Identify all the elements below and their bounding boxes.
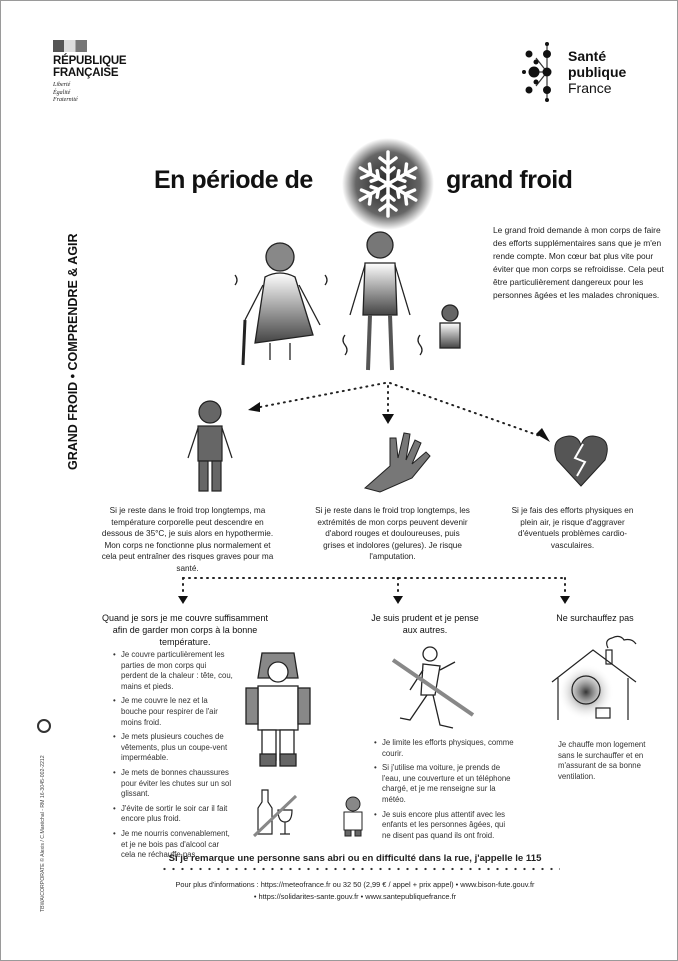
list-item: • J'évite de sortir le soir car il fait encore plus froid.	[113, 804, 233, 825]
dotted-branch-line	[175, 572, 575, 607]
action-text-overheat: Je chauffe mon logement sans le surchauffer et en m'assurant de sa bonne ventilation.	[558, 740, 646, 781]
list-item: • Je suis encore plus attentif avec les enfants et les personnes âgées, qui ne disent pas quand ils ont froid.	[374, 810, 514, 842]
print-credit: TBWA\CORPORATE © Alexis / C.Maréchal - RM 16-3045-002-2212	[40, 755, 46, 912]
action-heading-cover: Quand je sors je me couvre suffisamment afin de garder mon corps à la bonne température.	[102, 613, 268, 647]
ventilated-house-illustration	[548, 632, 643, 727]
list-item: • Je mets plusieurs couches de vêtements, plus un coupe-vent imperméable.	[113, 732, 233, 764]
people-shivering-illustration	[225, 225, 480, 385]
marianne-flag-icon	[53, 40, 87, 52]
child-bundled-icon	[338, 795, 368, 837]
broken-heart-icon	[553, 430, 609, 490]
title-before: En période de	[154, 166, 313, 194]
side-label: GRAND FROID • COMPRENDRE & AGIR	[66, 233, 80, 470]
emergency-115-notice: Si je remarque une personne sans abri ou en difficulté dans la rue, j'appelle le 115	[168, 853, 542, 864]
list-item: • Je mets de bonnes chaussures pour éviter les chutes sur un sol glissant.	[113, 768, 233, 800]
republique-francaise-logo: RÉPUBLIQUE FRANÇAISE Liberté Égalité Fraternité	[53, 40, 126, 105]
runner-prohibited-illustration	[385, 640, 480, 735]
list-item: • Je me nourris convenablement, et je ne bois pas d'alcool car cela ne réchauffe pas.	[113, 829, 233, 861]
snowflake-icon	[342, 138, 434, 230]
info-links-line-2[interactable]: • https://solidarites-sante.gouv.fr • www.santepubliquefrance.fr	[253, 892, 457, 901]
dressed-person-illustration	[232, 648, 327, 773]
network-dots-icon	[520, 38, 565, 108]
list-item: • Je couvre particulièrement les parties de mon corps qui perdent de la chaleur : tête, cou, mains et pieds.	[113, 650, 233, 692]
list-item: • Je me couvre le nez et la bouche pour respirer de l'air moins froid.	[113, 696, 233, 728]
dotted-divider	[160, 866, 560, 872]
list-item: • Si j'utilise ma voiture, je prends de l'eau, une couverture et un téléphone chargé, et je me renseigne sur la météo.	[374, 763, 514, 805]
intro-text: Le grand froid demande à mon corps de faire des efforts supplémentaires sans que je m'en rende compte. Mon cœur bat plus vite pour éviter que mon corps se refroidisse. Cela peut être particulièrement dangereux pour les personnes âgées et les malades chroniques.	[493, 225, 664, 300]
risk-text-cardio: Si je fais des efforts physiques en plein air, je risque d'aggraver d'éventuels problèmes cardio-vasculaires.	[511, 506, 634, 550]
action-list-cover	[113, 650, 233, 865]
list-item: • Je limite les efforts physiques, comme courir.	[374, 738, 514, 759]
action-heading-overheat: Ne surchauffez pas	[556, 613, 634, 623]
action-list-prudent	[374, 738, 514, 845]
risk-text-hypothermia: Si je reste dans le froid trop longtemps, ma température corporelle peut descendre en dessous de 35°C, je suis alors en hypothermie. Mon corps ne fonctionne plus normalement et cela peut entraîner des risques graves pour ma santé.	[101, 506, 274, 573]
info-links-line-1[interactable]: Pour plus d'informations : https://meteofrance.fr ou 32 50 (2,99 € / appel + prix appel) • www.bison-fute.gouv.fr	[175, 880, 535, 889]
recycle-logo-icon	[36, 718, 52, 734]
title-after: grand froid	[446, 166, 573, 194]
sante-publique-france-logo: Santé publique France	[520, 38, 565, 113]
action-heading-prudent: Je suis prudent et je pense aux autres.	[371, 613, 479, 635]
cold-body-icon	[180, 398, 240, 493]
risk-text-frostbite: Si je reste dans le froid trop longtemps, les extrémités de mon corps peuvent devenir d'abord rouges et douloureuses, puis grises et indolores (gelures). Je risque l'amputation.	[315, 506, 470, 561]
no-alcohol-icon	[252, 788, 297, 838]
frozen-hand-icon	[360, 428, 435, 493]
